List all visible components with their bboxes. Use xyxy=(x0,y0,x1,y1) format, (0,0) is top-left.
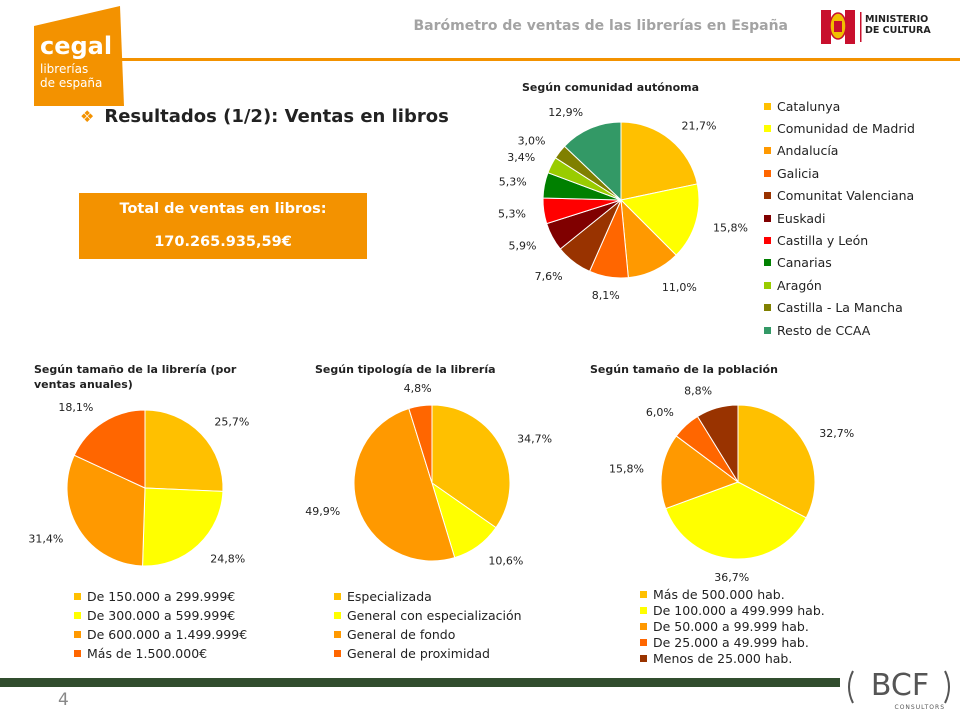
legend-swatch-icon xyxy=(334,631,341,638)
legend-item-tamano_libreria-3 xyxy=(74,644,247,663)
legend-item-ccaa-8 xyxy=(764,274,915,296)
chart-title-ccaa: Según comunidad autónoma xyxy=(522,81,700,94)
section-title xyxy=(80,106,449,127)
legend-item-ccaa-1 xyxy=(764,117,915,139)
data-label-tamano_libreria-1: 24,8% xyxy=(210,552,246,566)
legend-item-ccaa-2 xyxy=(764,140,915,162)
data-label-ccaa-9: 3,0% xyxy=(517,134,546,148)
legend-item-tipologia-1 xyxy=(334,606,522,625)
data-label-poblacion-2: 15,8% xyxy=(609,462,644,476)
legend-label: De 150.000 a 299.999€ xyxy=(87,589,236,604)
legend-swatch-icon xyxy=(764,327,771,334)
legend-label: De 600.000 a 1.499.999€ xyxy=(87,627,248,642)
legend-swatch-icon xyxy=(764,215,771,222)
chart-title-poblacion: Según tamaño de la población xyxy=(590,363,778,376)
legend-label: Catalunya xyxy=(777,98,841,114)
logo-line-1: cegal xyxy=(40,32,113,60)
ministry-name xyxy=(865,14,931,36)
legend-label: De 300.000 a 599.999€ xyxy=(87,608,236,623)
legend-label: Euskadi xyxy=(777,210,826,226)
data-label-poblacion-1: 36,7% xyxy=(714,570,750,584)
chart-title-tamano-libreria: Según tamaño de la librería (por ventas anuales) xyxy=(34,363,237,391)
legend-item-tipologia-2 xyxy=(334,625,522,644)
legend-swatch-icon xyxy=(640,591,647,598)
legend-swatch-icon xyxy=(764,103,771,110)
data-label-tipologia-0: 34,7% xyxy=(517,432,553,446)
legend-item-tamano_libreria-0 xyxy=(74,587,247,606)
pie-chart-tipologia xyxy=(305,380,560,580)
legend-swatch-icon xyxy=(764,192,771,199)
data-label-tamano_libreria-2: 31,4% xyxy=(28,532,64,546)
legend-item-tamano_libreria-2 xyxy=(74,625,247,644)
legend-item-ccaa-0 xyxy=(764,95,915,117)
legend-label: Más de 1.500.000€ xyxy=(87,646,208,661)
data-label-ccaa-4: 7,6% xyxy=(534,270,563,284)
data-label-tipologia-1: 10,6% xyxy=(488,554,524,568)
legend-item-poblacion-4 xyxy=(640,650,825,666)
legend-swatch-icon xyxy=(764,125,771,132)
legend-label: Menos de 25.000 hab. xyxy=(653,650,793,666)
legend-item-ccaa-3 xyxy=(764,162,915,184)
pie-chart-tamano-libreria xyxy=(20,395,280,580)
bcf-consultors-logo xyxy=(845,663,955,713)
legend-swatch-icon xyxy=(334,593,341,600)
legend-item-poblacion-1 xyxy=(640,603,825,619)
ministry-line-2: DE CULTURA xyxy=(865,25,931,36)
legend-item-tamano_libreria-1 xyxy=(74,606,247,625)
legend-swatch-icon xyxy=(334,650,341,657)
header-divider xyxy=(120,58,960,61)
legend-label: General de fondo xyxy=(347,627,456,642)
legend-label: Galicia xyxy=(777,165,820,181)
legend-label: Resto de CCAA xyxy=(777,322,871,338)
pie-slice-tamano_libreria-0 xyxy=(145,410,223,491)
legend-swatch-icon xyxy=(640,655,647,662)
legend-label: Comunidad de Madrid xyxy=(777,121,915,137)
legend-item-ccaa-9 xyxy=(764,297,915,319)
legend-item-poblacion-2 xyxy=(640,619,825,635)
legend-swatch-icon xyxy=(640,623,647,630)
data-label-tamano_libreria-3: 18,1% xyxy=(58,401,94,415)
legend-swatch-icon xyxy=(74,631,81,638)
cegal-logo xyxy=(34,6,130,106)
data-label-poblacion-4: 8,8% xyxy=(684,384,713,398)
legend-label: General de proximidad xyxy=(347,646,490,661)
legend-label: De 50.000 a 99.999 hab. xyxy=(653,618,809,634)
legend-swatch-icon xyxy=(764,170,771,177)
header-title: Barómetro de ventas de las librerías en España xyxy=(413,18,788,34)
legend-tipologia xyxy=(334,587,522,663)
pie-chart-poblacion xyxy=(600,380,860,585)
legend-swatch-icon xyxy=(640,639,647,646)
legend-label: Comunitat Valenciana xyxy=(777,188,915,204)
legend-label: Castilla - La Mancha xyxy=(777,300,903,316)
total-sales-label: Total de ventas en libros: xyxy=(119,201,327,217)
legend-item-tipologia-3 xyxy=(334,644,522,663)
data-label-ccaa-5: 5,9% xyxy=(508,239,537,253)
total-sales-value: 170.265.935,59€ xyxy=(154,234,292,250)
page-number: 4 xyxy=(58,690,69,710)
data-label-ccaa-3: 8,1% xyxy=(591,288,620,302)
pie-chart-ccaa xyxy=(490,100,748,330)
legend-label: De 25.000 a 49.999 hab. xyxy=(653,634,809,650)
bcf-logo-subtext: CONSULTORS xyxy=(894,704,945,711)
legend-item-ccaa-6 xyxy=(764,229,915,251)
legend-item-poblacion-0 xyxy=(640,587,825,603)
legend-swatch-icon xyxy=(764,237,771,244)
data-label-ccaa-6: 5,3% xyxy=(498,207,526,221)
data-label-ccaa-10: 12,9% xyxy=(548,105,584,119)
legend-label: Especializada xyxy=(347,589,432,604)
legend-label: General con especialización xyxy=(347,608,522,623)
total-sales-box xyxy=(79,193,367,259)
legend-swatch-icon xyxy=(764,282,771,289)
data-label-tipologia-2: 49,9% xyxy=(305,505,341,519)
data-label-ccaa-2: 11,0% xyxy=(661,280,697,294)
data-label-ccaa-1: 15,8% xyxy=(713,221,748,235)
legend-label: Aragón xyxy=(777,277,822,293)
legend-label: Más de 500.000 hab. xyxy=(653,587,785,603)
bcf-logo-text: BCF xyxy=(870,668,930,703)
data-label-ccaa-0: 21,7% xyxy=(681,119,717,133)
data-label-poblacion-3: 6,0% xyxy=(645,405,674,419)
legend-poblacion xyxy=(640,587,825,666)
data-label-tamano_libreria-0: 25,7% xyxy=(214,415,250,429)
legend-swatch-icon xyxy=(764,147,771,154)
ministry-line-1: MINISTERIO xyxy=(865,14,929,25)
legend-item-ccaa-10 xyxy=(764,319,915,341)
legend-swatch-icon xyxy=(640,607,647,614)
legend-tamano-libreria xyxy=(74,587,247,663)
legend-swatch-icon xyxy=(764,259,771,266)
legend-label: Andalucía xyxy=(777,143,839,159)
chart-title-tipologia: Según tipología de la librería xyxy=(315,363,496,376)
legend-item-poblacion-3 xyxy=(640,634,825,650)
legend-swatch-icon xyxy=(74,650,81,657)
footer-bar xyxy=(0,678,840,687)
data-label-ccaa-8: 3,4% xyxy=(507,150,536,164)
legend-label: De 100.000 a 499.999 hab. xyxy=(653,603,825,619)
data-label-ccaa-7: 5,3% xyxy=(498,175,527,189)
legend-label: Castilla y León xyxy=(777,233,869,249)
logo-line-2: librerías xyxy=(40,62,89,76)
legend-label: Canarias xyxy=(777,255,832,271)
legend-swatch-icon xyxy=(334,612,341,619)
legend-swatch-icon xyxy=(74,612,81,619)
data-label-tipologia-3: 4,8% xyxy=(403,382,432,396)
legend-item-ccaa-7 xyxy=(764,252,915,274)
diamond-bullet-icon: ❖ xyxy=(80,107,95,126)
legend-item-tipologia-0 xyxy=(334,587,522,606)
legend-ccaa xyxy=(764,95,915,341)
section-title-text: Resultados (1/2): Ventas en libros xyxy=(104,106,449,127)
legend-item-ccaa-4 xyxy=(764,185,915,207)
logo-line-3: de españa xyxy=(40,76,103,90)
data-label-poblacion-0: 32,7% xyxy=(819,426,855,440)
legend-swatch-icon xyxy=(764,304,771,311)
legend-item-ccaa-5 xyxy=(764,207,915,229)
legend-swatch-icon xyxy=(74,593,81,600)
